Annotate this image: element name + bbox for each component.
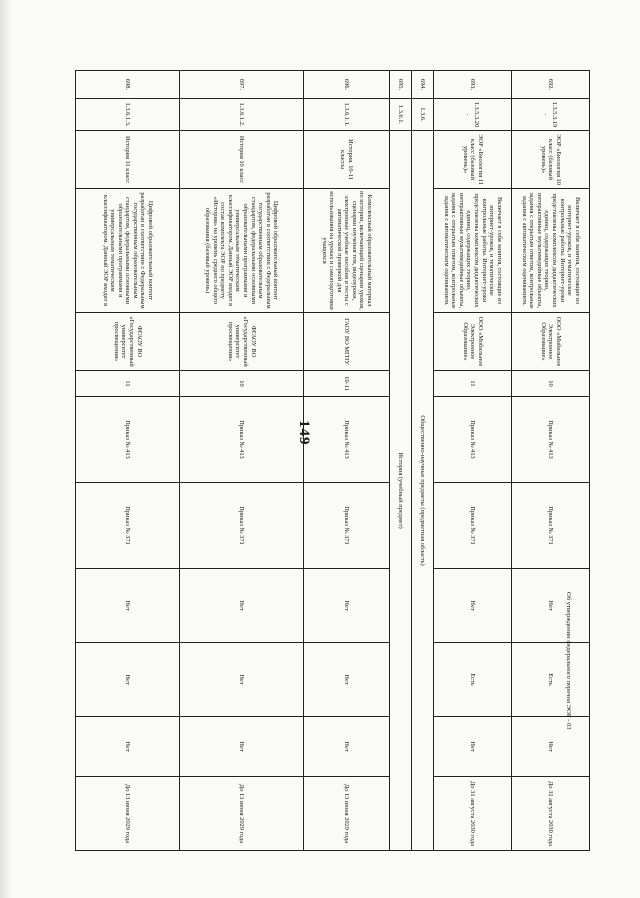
resource-description: Комплексный образовательный материал по истории, включающий сценарии уроков, сценарии изучения тем, видеоуроки, электронные учебные пособия и тесты с автоматической проверкой для использования на уроках и самоподготовки учащихся — [304, 189, 390, 313]
grade: 10 — [180, 371, 304, 397]
validity-deadline: До 31 августа 2030 года — [512, 777, 590, 851]
document-footer: Об утверждении федерального перечня ЭОР - 03 — [565, 592, 572, 730]
row-number: 694. — [412, 71, 434, 99]
attribute-value: Есть — [512, 643, 590, 717]
section-row — [412, 71, 434, 851]
developer: ООО «Мобильное Электронное Образование» — [434, 313, 512, 371]
order-reference: Приказ № 413 — [304, 397, 390, 483]
row-code: 1.3.6.1.2. — [180, 99, 304, 131]
row-number: 697. — [180, 71, 304, 99]
resource-description: Включает в себя занятия, состоящие из интернет-уроков, и тематические контрольные работы. Интернет-уроки представлены комплексом дидактических единиц, содержащих теорию, интерактивные мультимедийные объекты, задания с открытым ответом, контрольные задания с автоматическим оцениванием. — [512, 189, 590, 313]
row-code: 1.3.5.3.19. — [512, 99, 590, 131]
resource-name: История 10 класс — [180, 131, 304, 189]
table-row — [304, 71, 390, 851]
attribute-value: Нет — [180, 643, 304, 717]
validity-deadline: До 13 июня 2029 года — [76, 777, 180, 851]
row-number: 695. — [390, 71, 412, 99]
attribute-value: Нет — [512, 569, 590, 643]
order-reference: Приказ № 413 — [76, 397, 180, 483]
developer: ФГАОУ ВО «Государственный университет просвещения» — [76, 313, 180, 371]
row-code: 1.3.6.1.3. — [76, 99, 180, 131]
order-reference: Приказ № 371 — [434, 483, 512, 569]
grade: 11 — [434, 371, 512, 397]
section-title: Общественно-научные предметы (предметная область) — [412, 131, 434, 851]
attribute-value: Нет — [180, 569, 304, 643]
attribute-value: Нет — [304, 717, 390, 777]
attribute-value: Нет — [76, 643, 180, 717]
section-title: История (учебный предмет) — [390, 131, 412, 851]
developer: ООО «Мобильное Электронное Образование» — [512, 313, 590, 371]
grade: 11 — [76, 371, 180, 397]
resource-name: История. 10-11 классы — [304, 131, 390, 189]
resource-description: Цифровой образовательный контент разработан в соответствии с Федеральным государственным образовательным стандартом, федеральными основными образовательными программами и универсальным тематическим классификатором. Данный ЭОР входит в — [76, 189, 180, 313]
attribute-value: Есть — [434, 643, 512, 717]
page-number: 149 — [296, 420, 312, 446]
order-reference: Приказ № 371 — [512, 483, 590, 569]
validity-deadline: До 13 июня 2029 года — [304, 777, 390, 851]
table-row — [434, 71, 512, 851]
row-code: 1.3.6.1. — [390, 99, 412, 131]
row-number: 698. — [76, 71, 180, 99]
order-reference: Приказ № 371 — [76, 483, 180, 569]
rotated-table-wrapper — [76, 70, 590, 850]
resource-name: История 11 класс — [76, 131, 180, 189]
row-number: 696. — [304, 71, 390, 99]
attribute-value: Нет — [180, 717, 304, 777]
resource-name: ЭОР «Биология 11 класс (базовый уровень)» — [434, 131, 512, 189]
row-code: 1.3.6.1.1. — [304, 99, 390, 131]
grade: 10-11 — [304, 371, 390, 397]
row-number: 692. — [512, 71, 590, 99]
resource-name: ЭОР «Биология 10 класс (базовый уровень)» — [512, 131, 590, 189]
attribute-value: Нет — [304, 569, 390, 643]
attribute-value: Нет — [434, 717, 512, 777]
resource-description: Включает в себя занятия, состоящие из интернет-уроков, и тематические контрольные работы. Интернет-уроки представлены комплексом дидактических единиц, содержащих теорию, интерактивные мультимедийные объекты, задания с открытым ответом, контрольные задания с автоматическим оцениванием. — [434, 189, 512, 313]
table-row — [512, 71, 590, 851]
attribute-value: Нет — [76, 569, 180, 643]
scan-edge-shadow — [0, 0, 12, 898]
resource-description: Цифровой образовательный контент разработан в соответствии с Федеральным государственным образовательным стандартом, федеральными основными образовательными программами и универсальным тематическим классификатором. Данный ЭОР входит в состав комплекта ЭОР по предмету «История» на уровень среднего общего образования (базовый уровень) — [180, 189, 304, 313]
table-row — [180, 71, 304, 851]
validity-deadline: До 13 июня 2029 года — [180, 777, 304, 851]
eor-list-table — [75, 70, 590, 851]
row-number: 693. — [434, 71, 512, 99]
table-row — [76, 71, 180, 851]
order-reference: Приказ № 413 — [434, 397, 512, 483]
order-reference: Приказ № 413 — [512, 397, 590, 483]
attribute-value: Нет — [304, 643, 390, 717]
developer: ГАОУ ВО МГПУ — [304, 313, 390, 371]
attribute-value: Нет — [434, 569, 512, 643]
grade: 10 — [512, 371, 590, 397]
section-row — [390, 71, 412, 851]
order-reference: Приказ № 371 — [304, 483, 390, 569]
attribute-value: Нет — [512, 717, 590, 777]
developer: ФГАОУ ВО «Государственный университет просвещения» — [180, 313, 304, 371]
attribute-value: Нет — [76, 717, 180, 777]
row-code: 1.3.6. — [412, 99, 434, 131]
validity-deadline: До 31 августа 2030 года — [434, 777, 512, 851]
row-code: 1.3.5.3.20. — [434, 99, 512, 131]
order-reference: Приказ № 413 — [180, 397, 304, 483]
order-reference: Приказ № 371 — [180, 483, 304, 569]
